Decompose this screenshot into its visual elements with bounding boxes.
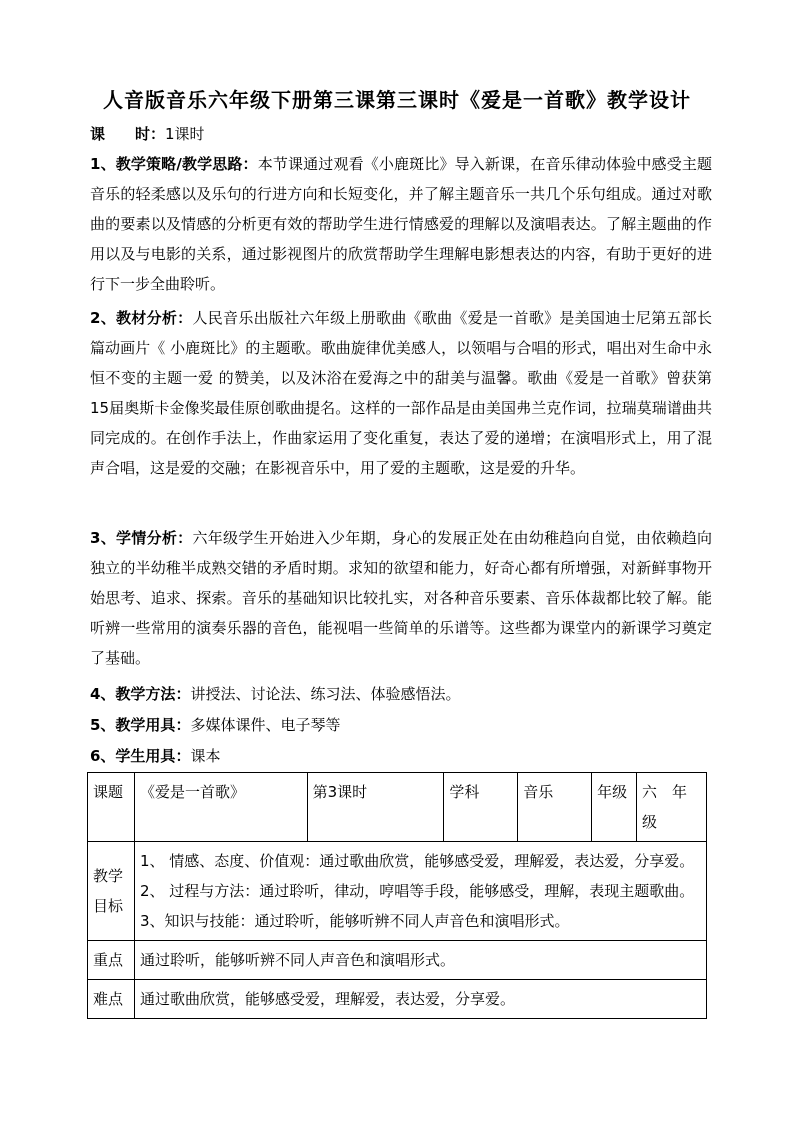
section-methods-text: 讲授法、讨论法、练习法、体验感悟法。 xyxy=(190,685,461,703)
goal-item: 3、知识与技能：通过聆听，能够听辨不同人声音色和演唱形式。 xyxy=(139,912,570,930)
table-row xyxy=(88,941,707,980)
difficulty-cell: 通过歌曲欣赏，能够感受爱，理解爱，表达爱，分享爱。 xyxy=(134,980,706,1019)
goals-cell xyxy=(134,842,706,941)
goals-label-cell: 教学目标 xyxy=(88,842,135,941)
section-students-label: 3、学情分析： xyxy=(90,529,193,547)
class-hours-value: 1课时 xyxy=(165,125,205,143)
table-row xyxy=(88,773,707,842)
subject-label-cell: 学科 xyxy=(444,773,518,842)
topic-value-cell: 《爱是一首歌》 xyxy=(134,773,307,842)
table-row xyxy=(88,842,707,941)
section-student-tools xyxy=(90,741,715,771)
table-row xyxy=(88,980,707,1019)
section-strategy xyxy=(90,149,712,299)
section-material-label: 2、教材分析： xyxy=(90,309,193,327)
section-strategy-text: 本节课通过观看《小鹿斑比》导入新课，在音乐律动体验中感受主题音乐的轻柔感以及乐句的行进方向和长短变化，并了解主题音乐一共几个乐句组成。通过对歌曲的要素以及情感的分析更有效的帮助学生进行情感爱的理解以及演唱表达。了解主题曲的作用以及与电影的关系，通过影视图片的欣赏帮助学生理解电影想表达的内容，有助于更好的进行下一步全曲聆听。 xyxy=(90,155,712,293)
section-students-text: 六年级学生开始进入少年期，身心的发展正处在由幼稚趋向自觉，由依赖趋向独立的半幼稚半成熟交错的矛盾时期。求知的欲望和能力，好奇心都有所增强，对新鲜事物开始思考、追求、探索。音乐的基础知识比较扎实，对各种音乐要素、音乐体裁都比较了解。能听辨一些常用的演奏乐器的音色，能视唱一些简单的乐谱等。这些都为课堂内的新课学习奠定了基础。 xyxy=(90,529,712,667)
key-point-cell: 通过聆听，能够听辨不同人声音色和演唱形式。 xyxy=(134,941,706,980)
section-tools xyxy=(90,710,715,740)
subject-value-cell: 音乐 xyxy=(518,773,592,842)
section-strategy-label: 1、教学策略/教学思路： xyxy=(90,155,258,173)
difficulty-label-cell: 难点 xyxy=(88,980,135,1019)
class-hours-line xyxy=(90,119,715,149)
lesson-number-cell: 第3课时 xyxy=(307,773,444,842)
section-tools-text: 多媒体课件、电子琴等 xyxy=(190,716,341,734)
topic-label-cell: 课题 xyxy=(88,773,135,842)
lesson-table xyxy=(87,772,707,1019)
section-methods xyxy=(90,679,715,709)
section-student-tools-label: 6、学生用具： xyxy=(90,747,191,765)
section-tools-label: 5、教学用具： xyxy=(90,716,191,734)
grade-label-cell: 年级 xyxy=(592,773,637,842)
section-student-tools-text: 课本 xyxy=(190,747,221,765)
key-point-label-cell: 重点 xyxy=(88,941,135,980)
section-methods-label: 4、教学方法： xyxy=(90,685,191,703)
grade-value-cell: 六 年级 xyxy=(637,773,707,842)
goal-item: 2、 过程与方法：通过聆听，律动，哼唱等手段，能够感受，理解，表现主题歌曲。 xyxy=(139,882,695,900)
goal-item: 1、 情感、态度、价值观：通过歌曲欣赏，能够感受爱，理解爱，表达爱，分享爱。 xyxy=(139,852,695,870)
section-material-text: 人民音乐出版社六年级上册歌曲《歌曲《爱是一首歌》是美国迪士尼第五部长篇动画片《 小鹿斑比》的主题歌。歌曲旋律优美感人，以领唱与合唱的形式，唱出对生命中永恒不变的主题一爱 的赞美，以及沐浴在爱海之中的甜美与温馨。歌曲《爱是一首歌》曾获第15届奥斯卡金像奖最佳原创歌曲提名。这样的一部作品是由美国弗兰克作词，拉瑞莫瑞谱曲共同完成的。在创作手法上，作曲家运用了变化重复，表达了爱的递增；在演唱形式上，用了混声合唱，这是爱的交融；在影视音乐中，用了爱的主题歌，这是爱的升华。 xyxy=(90,309,712,477)
section-material xyxy=(90,303,712,483)
class-hours-label: 课 时： xyxy=(90,125,166,143)
document-title: 人音版音乐六年级下册第三课第三课时《爱是一首歌》教学设计 xyxy=(103,88,691,112)
section-students xyxy=(90,523,712,673)
